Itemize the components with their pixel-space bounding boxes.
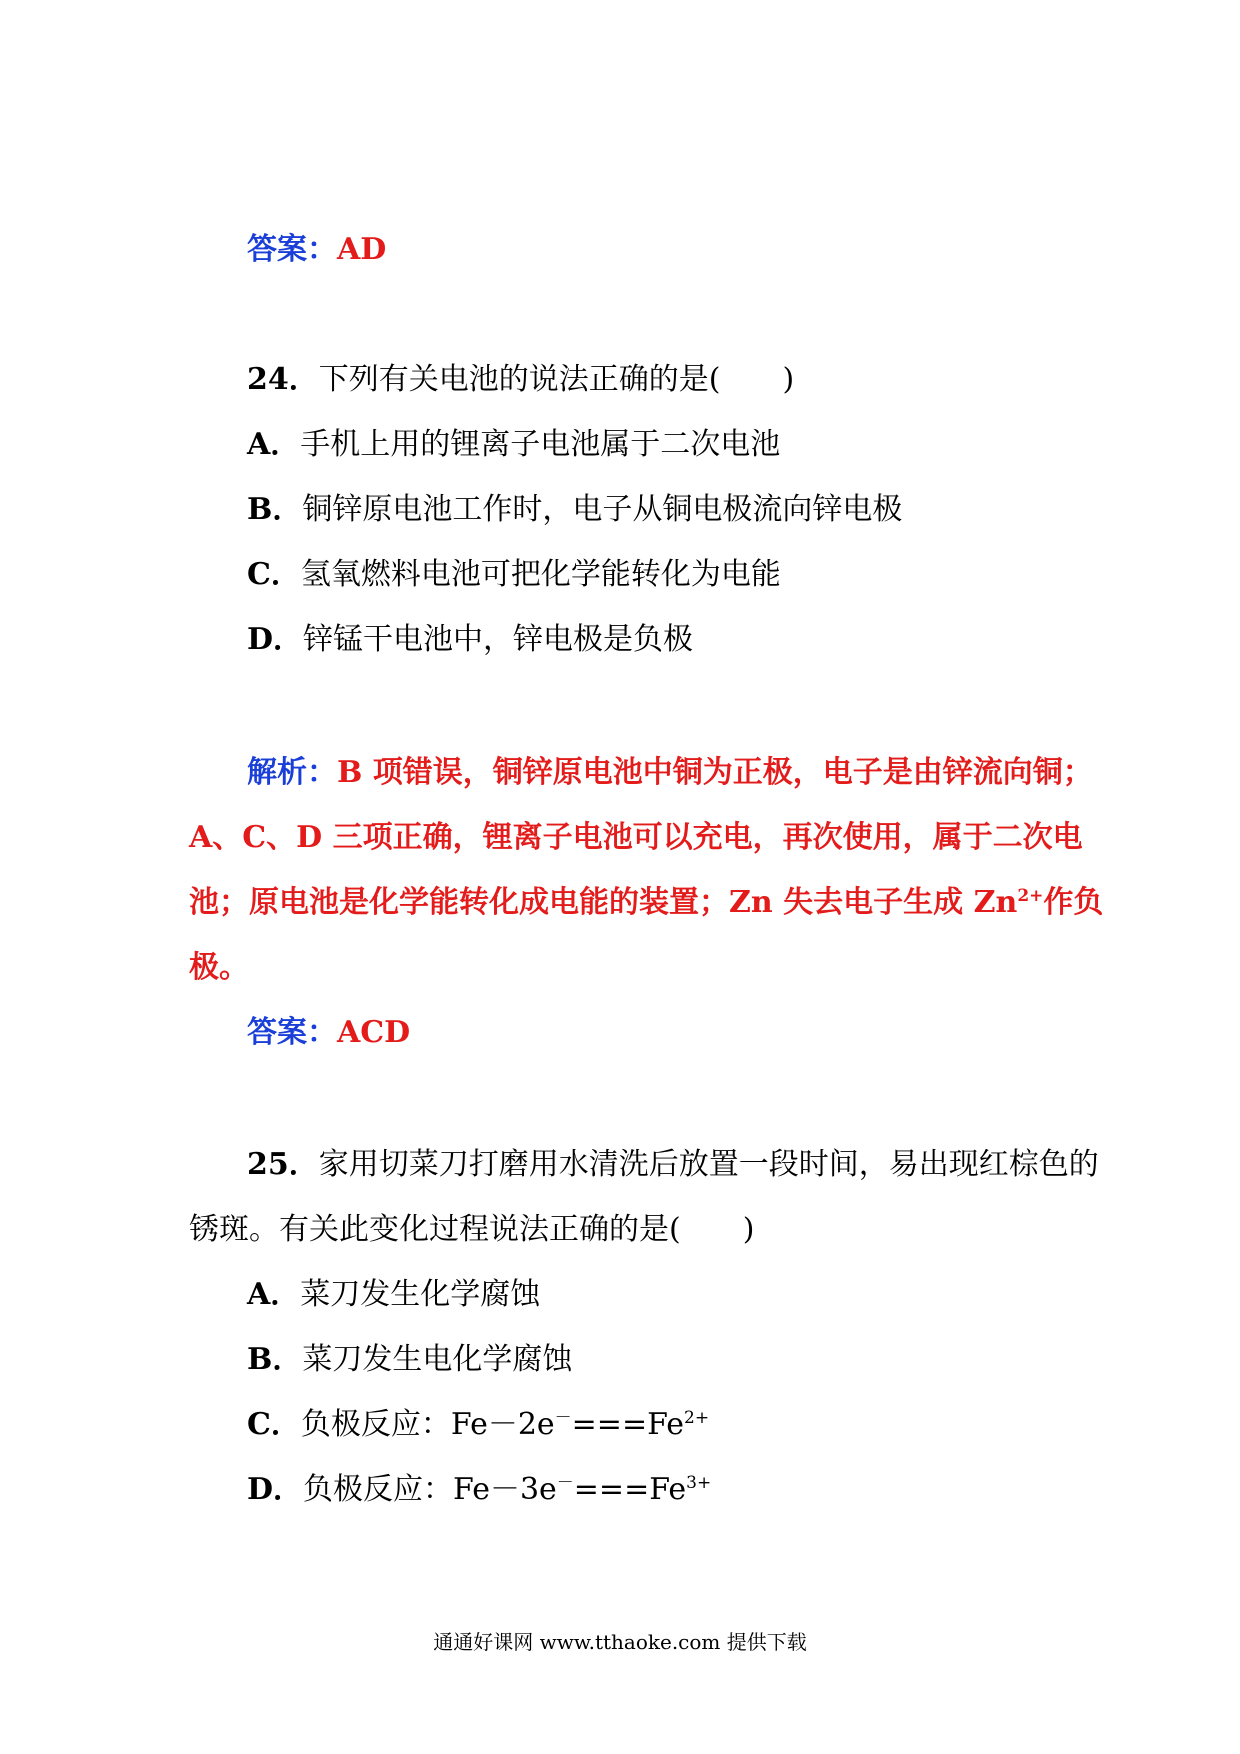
- option-text: 菜刀发生化学腐蚀: [300, 1277, 541, 1312]
- option-letter: C．: [247, 1407, 301, 1442]
- answer-value: ACD: [337, 1015, 411, 1050]
- analysis-line-4: 极。: [189, 950, 249, 985]
- answer-line-1: [247, 230, 386, 270]
- question-stem: 下列有关电池的说法正确的是(: [318, 362, 721, 397]
- page-footer: 通通好课网 www.tthaoke.com 提供下载: [433, 1630, 807, 1654]
- option-c: [247, 1405, 709, 1445]
- answer-label: 答案：: [247, 1015, 337, 1050]
- answer-line-2: [247, 1013, 410, 1053]
- ion-charge: 3+: [686, 1473, 712, 1493]
- option-text: 菜刀发生电化学腐蚀: [302, 1342, 573, 1377]
- answer-label: 答案：: [247, 232, 337, 267]
- option-text: 负极反应：Fe－2e: [300, 1407, 555, 1442]
- analysis-text: 池；原电池是化学能转化成电能的装置；Zn 失去电子生成 Zn: [189, 885, 1018, 920]
- option-letter: B．: [247, 1342, 303, 1377]
- electron-charge: －: [556, 1473, 574, 1493]
- electron-charge: －: [554, 1408, 572, 1428]
- answer-value: AD: [337, 232, 387, 267]
- option-a: [247, 425, 780, 465]
- question-number: 24．: [247, 362, 319, 397]
- question-stem: 家用切菜刀打磨用水清洗后放置一段时间，易出现红棕色的: [318, 1147, 1099, 1182]
- option-letter: A．: [247, 427, 301, 462]
- option-text: 锌锰干电池中，锌电极是负极: [303, 622, 694, 657]
- option-b: [247, 1340, 572, 1380]
- option-letter: C．: [247, 557, 301, 592]
- option-text: 铜锌原电池工作时，电子从铜电极流向锌电极: [302, 492, 903, 527]
- question-close-paren: ): [782, 362, 795, 397]
- option-d: [247, 1470, 711, 1510]
- option-letter: D．: [247, 1472, 304, 1507]
- option-d: [247, 620, 693, 660]
- option-letter: A．: [247, 1277, 301, 1312]
- option-letter: B．: [247, 492, 303, 527]
- analysis-line-1: [247, 753, 1093, 793]
- option-text: ===Fe: [573, 1472, 687, 1507]
- question-number: 25．: [247, 1147, 319, 1182]
- analysis-line-3: [189, 883, 1103, 923]
- analysis-line-2: A、C、D 三项正确，锂离子电池可以充电，再次使用，属于二次电: [189, 820, 1083, 855]
- option-letter: D．: [247, 622, 304, 657]
- analysis-text: 作负: [1043, 885, 1104, 920]
- option-text: 氢氧燃料电池可把化学能转化为电能: [300, 557, 781, 592]
- question-stem: 锈斑。有关此变化过程说法正确的是(: [189, 1212, 681, 1247]
- question-close-paren: ): [742, 1212, 755, 1247]
- question-24-stem: [247, 360, 794, 400]
- option-b: [247, 490, 902, 530]
- option-a: [247, 1275, 540, 1315]
- ion-charge: 2+: [1017, 886, 1044, 906]
- analysis-text: B 项错误，铜锌原电池中铜为正极，电子是由锌流向铜；: [337, 755, 1093, 790]
- option-c: [247, 555, 781, 595]
- option-text: 负极反应：Fe－3e: [303, 1472, 557, 1507]
- option-text: ===Fe: [571, 1407, 685, 1442]
- question-25-stem-line-1: [247, 1145, 1099, 1185]
- option-text: 手机上用的锂离子电池属于二次电池: [300, 427, 781, 462]
- question-25-stem-line-2: [189, 1210, 754, 1250]
- analysis-label: 解析：: [247, 755, 337, 790]
- ion-charge: 2+: [684, 1408, 710, 1428]
